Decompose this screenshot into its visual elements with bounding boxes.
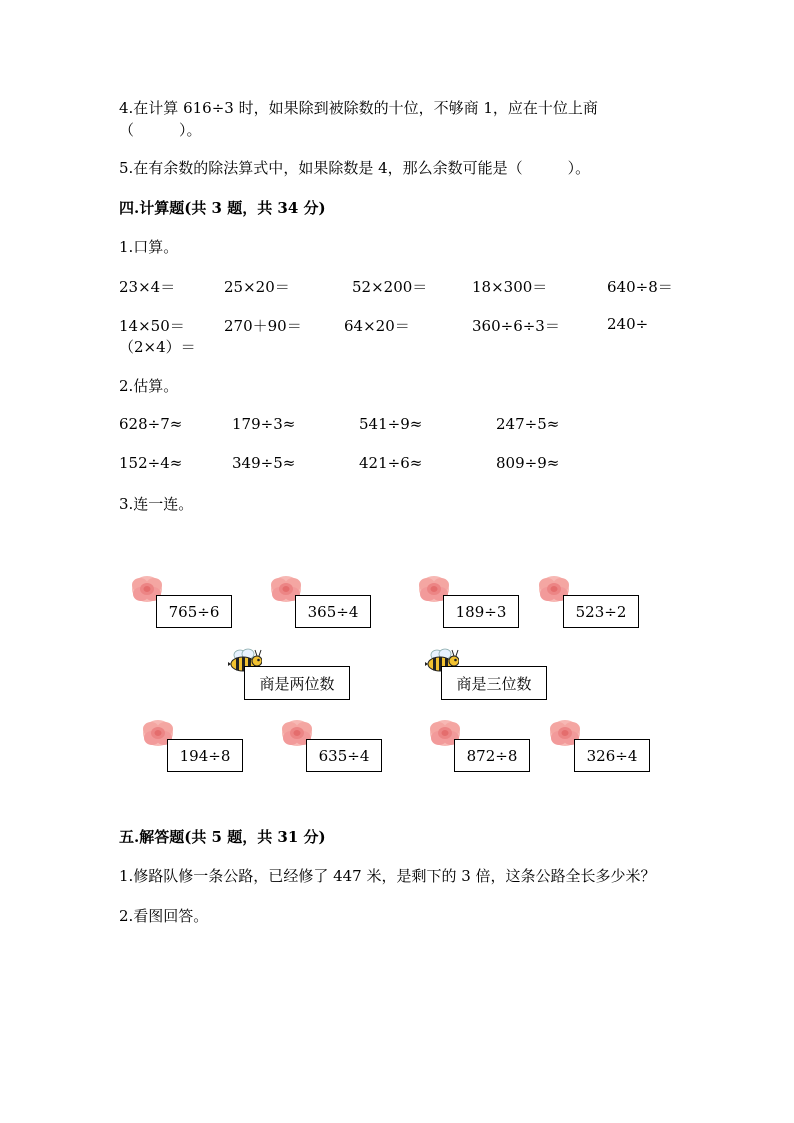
match-expression-box[interactable]: 765÷6 bbox=[156, 595, 232, 628]
match-expression-box[interactable]: 872÷8 bbox=[454, 739, 530, 772]
oral-calc-item: 270＋90＝ bbox=[224, 317, 302, 335]
estimate-item: 179÷3≈ bbox=[232, 415, 296, 433]
estimate-item: 541÷9≈ bbox=[359, 415, 423, 433]
match-expression-box[interactable]: 523÷2 bbox=[563, 595, 639, 628]
estimate-item: 349÷5≈ bbox=[232, 454, 296, 472]
match-expression-box[interactable]: 326÷4 bbox=[574, 739, 650, 772]
estimate-item: 421÷6≈ bbox=[359, 454, 423, 472]
oral-calc-item: 240÷ bbox=[607, 315, 649, 333]
question-5-1: 1.修路队修一条公路，已经修了 447 米，是剩下的 3 倍，这条公路全长多少米？ bbox=[119, 867, 656, 885]
question-4-3-title: 3.连一连。 bbox=[119, 495, 194, 513]
question-3-4-answer-blank[interactable]: （ ）。 bbox=[119, 121, 202, 139]
oral-calc-item: 25×20＝ bbox=[224, 278, 290, 296]
oral-calc-item: 640÷8＝ bbox=[607, 278, 673, 296]
question-4-1-title: 1.口算。 bbox=[119, 238, 179, 256]
question-3-4-line1: 4.在计算 616÷3 时，如果除到被除数的十位，不够商 1，应在十位上商 bbox=[119, 99, 598, 117]
question-5-2: 2.看图回答。 bbox=[119, 907, 209, 925]
match-expression-box[interactable]: 194÷8 bbox=[167, 739, 243, 772]
oral-calc-item: 14×50＝ bbox=[119, 317, 185, 335]
estimate-item: 628÷7≈ bbox=[119, 415, 183, 433]
oral-calc-item: 23×4＝ bbox=[119, 278, 176, 296]
match-expression-box[interactable]: 635÷4 bbox=[306, 739, 382, 772]
estimate-item: 247÷5≈ bbox=[496, 415, 560, 433]
section-4-heading: 四.计算题(共 3 题，共 34 分) bbox=[119, 199, 326, 217]
question-3-5: 5.在有余数的除法算式中，如果除数是 4，那么余数可能是（ ）。 bbox=[119, 159, 591, 177]
estimate-item: 809÷9≈ bbox=[496, 454, 560, 472]
section-5-heading: 五.解答题(共 5 题，共 31 分) bbox=[119, 828, 326, 846]
question-4-2-title: 2.估算。 bbox=[119, 377, 179, 395]
match-category-box[interactable]: 商是两位数 bbox=[244, 666, 350, 700]
oral-calc-item: 64×20＝ bbox=[344, 317, 410, 335]
oral-calc-item: 52×200＝ bbox=[352, 278, 428, 296]
oral-calc-item-wrap: （2×4）＝ bbox=[119, 338, 196, 356]
oral-calc-item: 360÷6÷3＝ bbox=[472, 317, 560, 335]
match-category-box[interactable]: 商是三位数 bbox=[441, 666, 547, 700]
match-expression-box[interactable]: 365÷4 bbox=[295, 595, 371, 628]
match-expression-box[interactable]: 189÷3 bbox=[443, 595, 519, 628]
estimate-item: 152÷4≈ bbox=[119, 454, 183, 472]
oral-calc-item: 18×300＝ bbox=[472, 278, 548, 296]
